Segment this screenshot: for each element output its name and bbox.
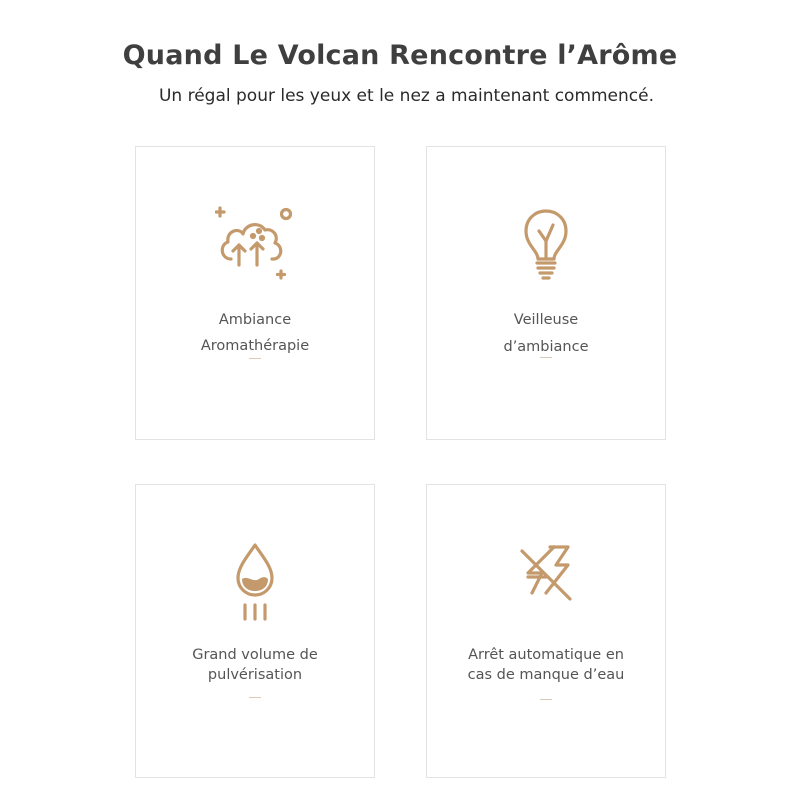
- lightbulb-icon: [506, 203, 586, 287]
- feature-card-auto-off: [426, 484, 666, 778]
- divider: [540, 699, 552, 700]
- feature-label-line2: pulvérisation: [207, 667, 303, 683]
- feature-label-line2: Aromathérapie: [200, 338, 310, 354]
- feature-label-line1: Ambiance: [218, 312, 292, 328]
- feature-label-line1: Arrêt automatique en: [468, 647, 624, 663]
- divider: [540, 357, 552, 358]
- feature-card-spray-volume: [135, 484, 375, 778]
- feature-card-aromatherapy: [135, 146, 375, 440]
- feature-label-line2: d’ambiance: [503, 339, 589, 355]
- feature-card-night-light: [426, 146, 666, 440]
- feature-label-line1: Grand volume de: [192, 647, 318, 663]
- page-subtitle: Un régal pour les yeux et le nez a maintenant commencé.: [158, 86, 655, 106]
- water-drop-mist-icon: [215, 541, 295, 625]
- power-off-lightning-icon: [506, 541, 586, 625]
- feature-label-line1: Veilleuse: [513, 312, 579, 328]
- divider: [249, 358, 261, 359]
- feature-label-line2: cas de manque d’eau: [467, 667, 625, 683]
- aroma-trees-icon: [215, 203, 295, 287]
- divider: [249, 697, 261, 698]
- page-title: Quand Le Volcan Rencontre l’Arôme: [122, 40, 678, 71]
